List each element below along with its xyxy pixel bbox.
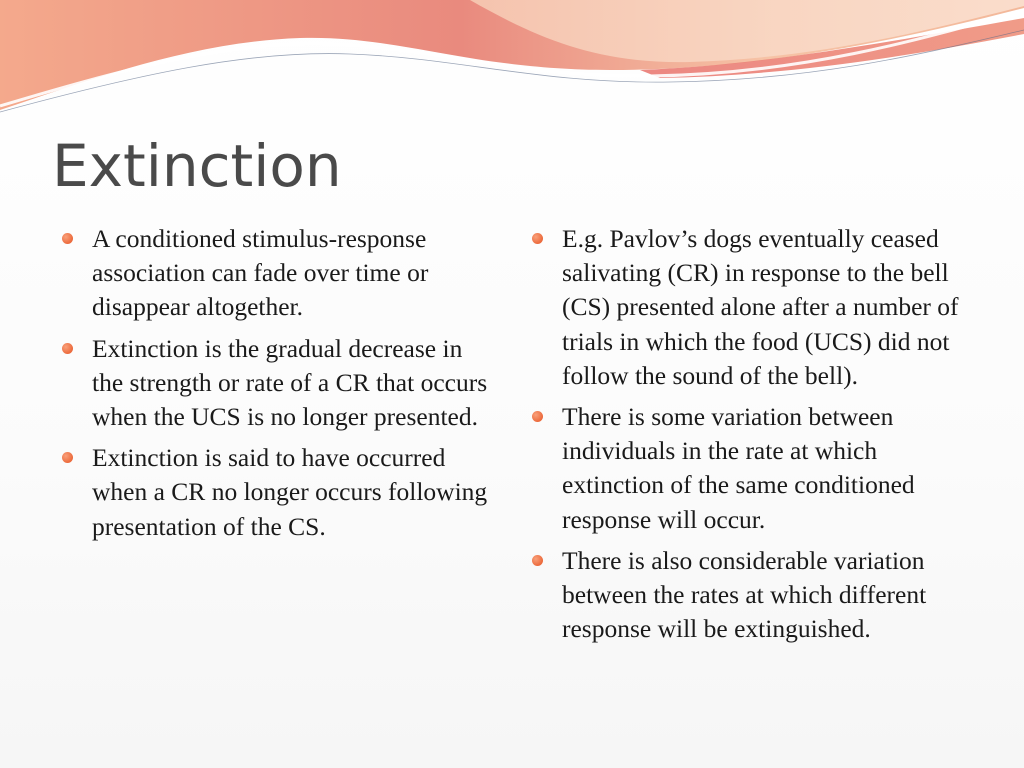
bullet-dot-icon: [62, 343, 73, 354]
right-bullet-list: [532, 222, 959, 653]
left-bullet-list: [62, 222, 488, 551]
bullet-item: [532, 222, 959, 393]
bullet-text: Extinction is said to have occurred when a CR no longer occurs following presentation of the CS.: [92, 443, 488, 541]
bullet-text: E.g. Pavlov’s dogs eventually ceased salivating (CR) in response to the bell (CS) presented alone after a number of trials in which the food (UCS) did not follow the sound of the bell).: [562, 224, 959, 390]
bullet-item: [532, 544, 952, 647]
bullet-text: Extinction is the gradual decrease in the strength or rate of a CR that occurs when the UCS is no longer presented.: [92, 333, 488, 432]
bullet-dot-icon: [62, 452, 73, 463]
bullet-dot-icon: [532, 555, 543, 566]
bullet-item: [62, 332, 488, 435]
slide-title: Extinction: [52, 132, 342, 200]
header-swoosh-decoration: [0, 0, 1024, 120]
bullet-text: A conditioned stimulus-response association can fade over time or disappear altogether.: [92, 224, 429, 322]
bullet-item: [62, 222, 482, 325]
bullet-item: [62, 441, 488, 544]
bullet-item: [532, 400, 952, 537]
bullet-dot-icon: [62, 233, 73, 244]
bullet-dot-icon: [532, 411, 543, 422]
bullet-text: There is also considerable variation between the rates at which different response will be extinguished.: [562, 545, 927, 644]
bullet-text: There is some variation between individuals in the rate at which extinction of the same conditioned response will occur.: [562, 402, 915, 534]
bullet-dot-icon: [532, 233, 543, 244]
